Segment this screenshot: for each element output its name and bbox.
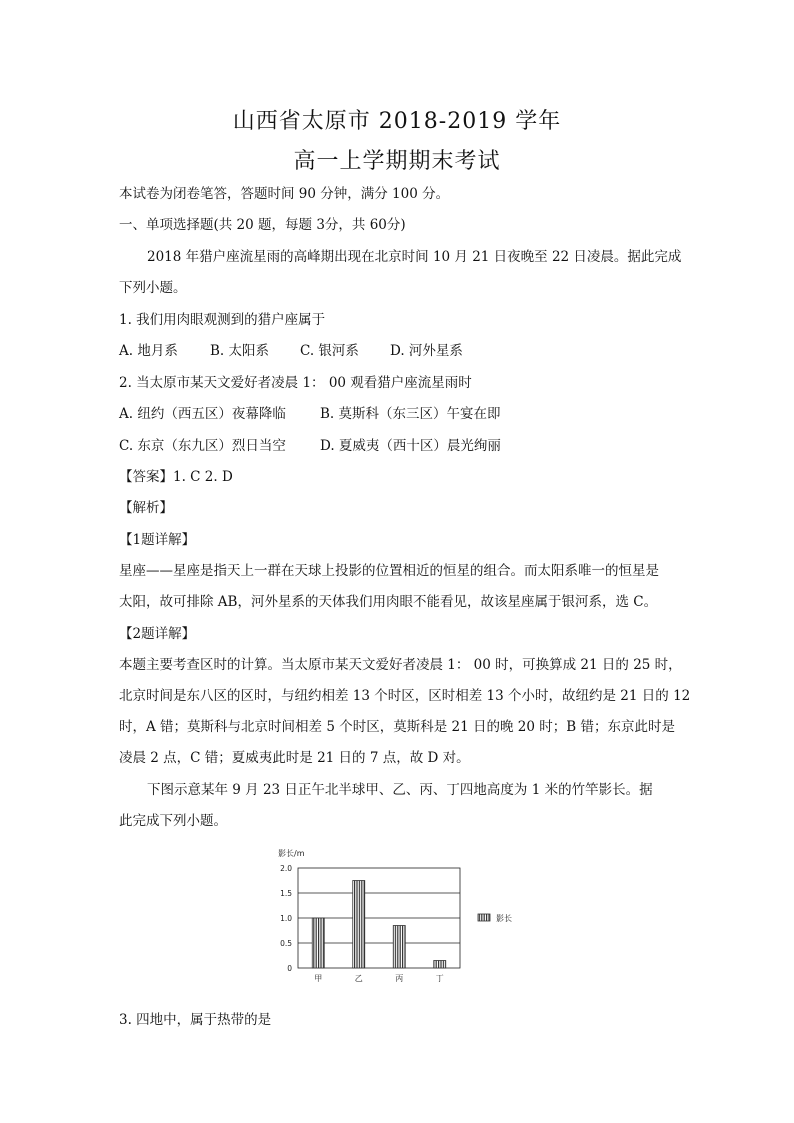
detail-2-line-1: 本题主要考查区时的计算。当太原市某天文爱好者凌晨 1： 00 时，可换算成 21 日的 25 时，	[119, 657, 682, 673]
detail-1-line-1: 星座——星座是指天上一群在天球上投影的位置相近的恒星的组合。而太阳系唯一的恒星是	[119, 563, 659, 579]
q1-option-c: C. 银河系	[300, 343, 359, 359]
exam-title: 山西省太原市 2018-2019 学年	[232, 109, 562, 134]
chart-x-tick-label: 甲	[314, 974, 323, 983]
chart-y-tick-label: 1.0	[280, 914, 292, 923]
chart-x-tick-label: 丁	[435, 974, 444, 983]
shadow-length-chart	[270, 840, 550, 990]
analysis-heading: 【解析】	[119, 500, 173, 516]
chart-x-tick-label: 丙	[395, 974, 404, 983]
chart-bar-4	[434, 961, 446, 969]
chart-bar-3	[393, 926, 405, 969]
detail-1-line-2: 太阳，故可排除 AB，河外星系的天体我们用肉眼不能看见，故该星座属于银河系，选 C。	[119, 594, 658, 610]
detail-2-line-2: 北京时间是东八区的区时，与纽约相差 13 个时区，区时相差 13 个小时，故纽约是 21 日的 12	[119, 688, 691, 704]
chart-y-tick-label: 1.5	[280, 889, 292, 898]
question-3: 3. 四地中，属于热带的是	[119, 1012, 272, 1028]
chart-legend	[478, 913, 512, 923]
chart-y-axis-label: 影长/m	[278, 849, 305, 858]
chart-y-tick-label: 0.5	[280, 939, 292, 948]
q1-option-b: B. 太阳系	[210, 343, 270, 359]
q2-option-a: A. 纽约（西五区）夜幕降临	[119, 406, 286, 422]
q1-option-a: A. 地月系	[119, 343, 178, 359]
passage-2-line-2: 此完成下列小题。	[119, 813, 227, 829]
chart-y-tick-label: 0	[287, 964, 292, 973]
legend-swatch	[478, 914, 490, 921]
passage-2-line-1: 下图示意某年 9 月 23 日正午北半球甲、乙、丙、丁四地高度为 1 米的竹竿影长。据	[147, 782, 653, 798]
passage-1-line-1: 2018 年猎户座流星雨的高峰期出现在北京时间 10 月 21 日夜晚至 22 日凌晨。据此完成	[147, 249, 682, 265]
detail-2-line-3: 时，A 错；莫斯科与北京时间相差 5 个时区，莫斯科是 21 日的晚 20 时；B 错；东京此时是	[119, 719, 675, 735]
detail-2-line-4: 凌晨 2 点，C 错；夏威夷此时是 21 日的 7 点，故 D 对。	[119, 750, 470, 766]
chart-y-tick-label: 2.0	[280, 864, 292, 873]
question-1: 1. 我们用肉眼观测到的猎户座属于	[119, 312, 326, 328]
answer-line: 【答案】1. C 2. D	[119, 469, 233, 485]
chart-x-tick-label: 乙	[354, 974, 363, 983]
legend-label: 影长	[496, 914, 512, 923]
detail-2-heading: 【2题详解】	[119, 626, 196, 642]
passage-1-line-2: 下列小题。	[119, 280, 187, 296]
q2-option-c: C. 东京（东九区）烈日当空	[119, 438, 286, 454]
question-2: 2. 当太原市某天文爱好者凌晨 1： 00 观看猎户座流星雨时	[119, 375, 472, 391]
q2-option-b: B. 莫斯科（东三区）午宴在即	[320, 406, 501, 422]
q2-option-d: D. 夏威夷（西十区）晨光绚丽	[320, 438, 501, 454]
chart-bar-2	[353, 881, 365, 969]
exam-subtitle: 高一上学期期末考试	[293, 149, 501, 174]
section-heading: 一、单项选择题(共 20 题，每题 3分，共 60分)	[119, 217, 406, 233]
q1-option-d: D. 河外星系	[390, 343, 463, 359]
intro-text: 本试卷为闭卷笔答，答题时间 90 分钟，满分 100 分。	[119, 186, 450, 202]
detail-1-heading: 【1题详解】	[119, 532, 196, 548]
chart-bar-1	[312, 918, 324, 968]
